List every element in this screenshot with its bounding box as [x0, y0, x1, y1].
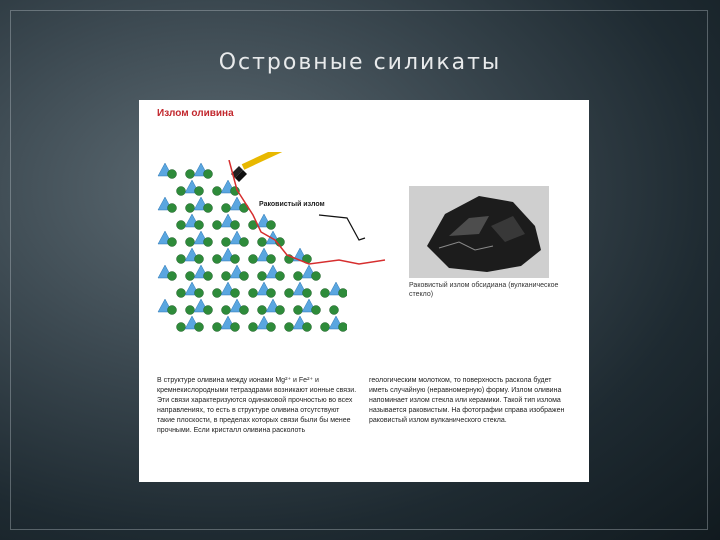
figure-title: Излом оливина	[157, 108, 234, 119]
figure-text-left: В структуре оливина между ионами Mg²⁺ и Fe²⁺ и кремнекислородными тетраэдрами возникают ионные связи. Эти связи характеризуются одинаковой прочностью во всех направлениях, то есть в структуре оливина отсутствуют такие плоскости, в пределах которых связи были бы менее прочными. Если кристалл оливина расколоть	[157, 377, 357, 434]
fracture-callout-label: Раковистый излом	[259, 201, 325, 208]
slide-title: Островные силикаты	[218, 50, 502, 75]
obsidian-photo	[409, 186, 549, 278]
figure-text-right: геологическим молотком, то поверхность раскола будет иметь случайную (неравномерную) форму. Излом оливина напоминает излом стекла или керамики. Такой тип излома называется раковистым. На фотографии справа изображен раковистый излом вулканического стекла.	[369, 377, 565, 424]
olivine-figure	[139, 100, 589, 482]
photo-caption: Раковистый излом обсидиана (вулканическое стекло)	[409, 282, 559, 298]
fracture-line	[209, 160, 389, 280]
